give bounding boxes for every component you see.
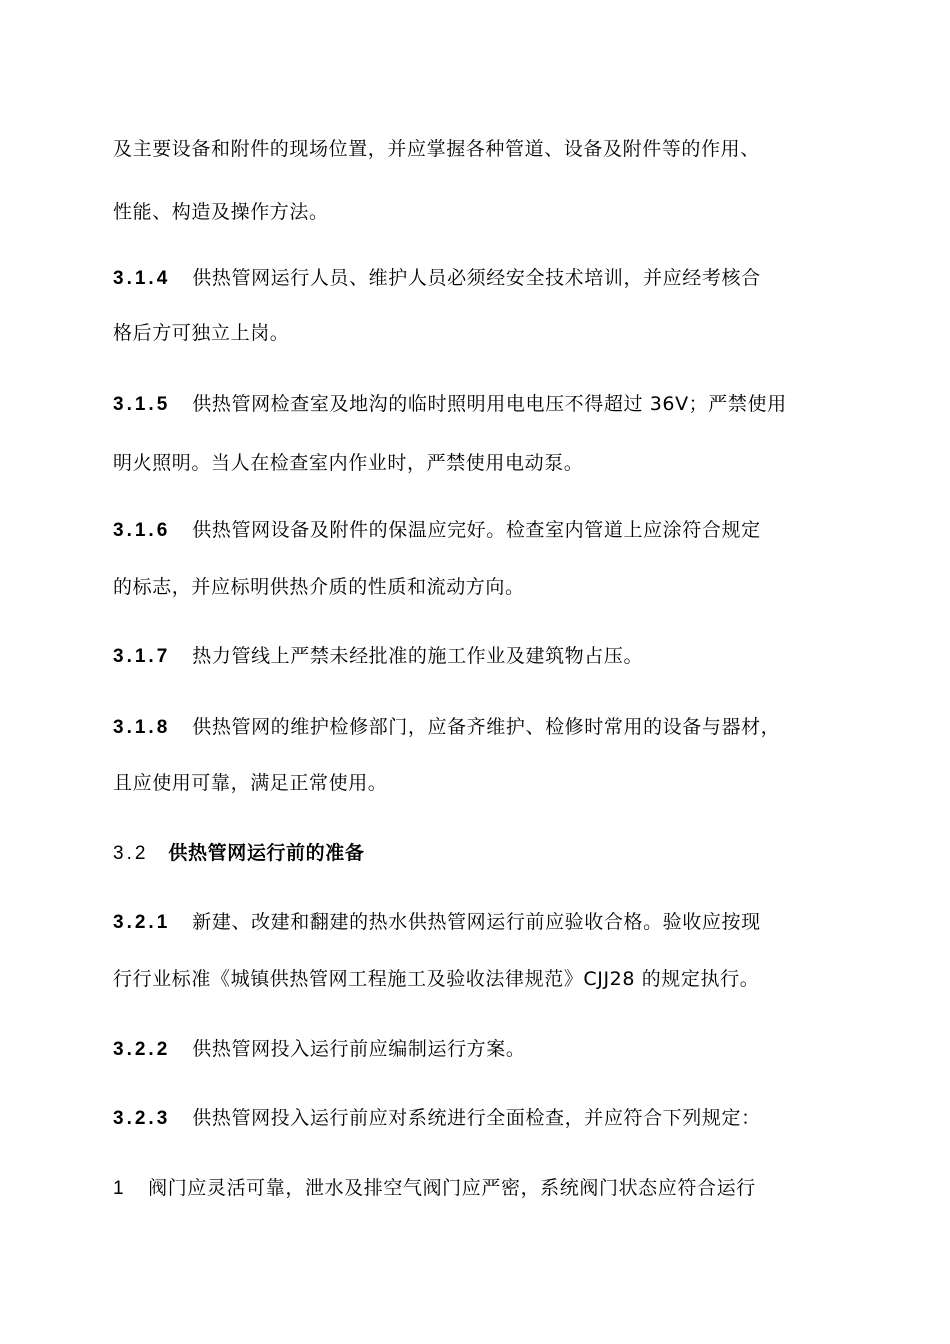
clause-3-2-2 — [113, 1036, 863, 1063]
clause-number: 3.1.8 — [113, 717, 171, 738]
clause-text: 供热管网投入运行前应对系统进行全面检查，并应符合下列规定： — [192, 1107, 761, 1129]
clause-text: 供热管网的维护检修部门，应备齐维护、检修时常用的设备与器材， — [192, 716, 781, 738]
clause-3-1-8 — [113, 714, 863, 741]
clause-text: 行行业标准《城镇供热管网工程施工及验收法律规范》CJJ28 的规定执行。 — [113, 968, 760, 990]
clause-number: 3.1.4 — [113, 268, 171, 289]
clause-number: 3.1.6 — [113, 520, 171, 541]
list-item-number: 1 — [113, 1178, 125, 1199]
clause-3-1-8-cont — [113, 770, 863, 796]
clause-3-1-5 — [113, 391, 863, 418]
clause-text: 的标志，并应标明供热介质的性质和流动方向。 — [113, 576, 525, 598]
clause-number: 3.1.7 — [113, 646, 171, 667]
clause-3-1-4 — [113, 265, 863, 292]
clause-text: 供热管网运行人员、维护人员必须经安全技术培训，并应经考核合 — [192, 267, 761, 289]
clause-3-1-5-cont — [113, 450, 863, 476]
paragraph-text: 性能、构造及操作方法。 — [113, 201, 329, 223]
clause-text: 供热管网设备及附件的保温应完好。检查室内管道上应涂符合规定 — [192, 519, 761, 541]
paragraph-text: 及主要设备和附件的现场位置，并应掌握各种管道、设备及附件等的作用、 — [113, 138, 760, 160]
clause-text: 供热管网投入运行前应编制运行方案。 — [192, 1038, 526, 1060]
list-item-text: 阀门应灵活可靠，泄水及排空气阀门应严密，系统阀门状态应符合运行 — [148, 1177, 756, 1199]
continuation-line-1 — [113, 136, 863, 162]
clause-number: 3.2.3 — [113, 1108, 171, 1129]
clause-3-2-3 — [113, 1105, 863, 1132]
clause-number: 3.1.5 — [113, 394, 171, 415]
clause-text: 且应使用可靠，满足正常使用。 — [113, 772, 388, 794]
clause-3-1-4-cont — [113, 320, 863, 346]
clause-number: 3.2.2 — [113, 1039, 171, 1060]
clause-3-1-7 — [113, 643, 863, 670]
clause-text: 供热管网检查室及地沟的临时照明用电电压不得超过 36V；严禁使用 — [192, 393, 787, 415]
clause-3-2-1 — [113, 909, 863, 936]
section-number: 3.2 — [113, 843, 149, 864]
section-title: 供热管网运行前的准备 — [168, 842, 365, 864]
continuation-line-2 — [113, 199, 863, 225]
clause-text: 热力管线上严禁未经批准的施工作业及建筑物占压。 — [192, 645, 644, 667]
clause-3-1-6 — [113, 517, 863, 544]
clause-text: 新建、改建和翻建的热水供热管网运行前应验收合格。验收应按现 — [192, 911, 761, 933]
clause-text: 格后方可独立上岗。 — [113, 322, 290, 344]
clause-text: 明火照明。当人在检查室内作业时，严禁使用电动泵。 — [113, 452, 584, 474]
list-item-1 — [113, 1175, 863, 1202]
clause-number: 3.2.1 — [113, 912, 171, 933]
clause-3-1-6-cont — [113, 574, 863, 600]
clause-3-2-1-cont — [113, 966, 863, 992]
section-heading-3-2 — [113, 840, 863, 867]
